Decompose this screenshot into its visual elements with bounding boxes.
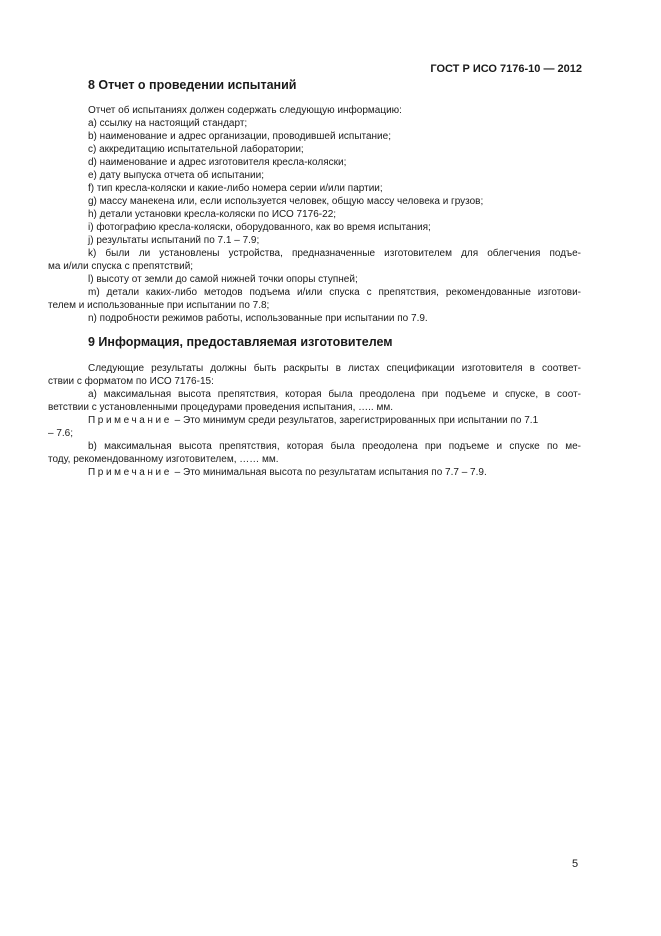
section-9-title: 9 Информация, предоставляемая изготовителем [88, 335, 393, 349]
list-item: h) детали установки кресла-коляски по ИСО 7176-22; [88, 209, 337, 220]
list-item: g) массу манекена или, если используется человек, общую массу человека и грузов; [88, 196, 484, 207]
list-item-m-line2: телем и использованные при испытании по 7.8; [48, 300, 270, 311]
item-b-line1: b) максимальная высота препятствия, которая была преодолена при подъеме и спуске по ме- [88, 441, 581, 452]
list-item: d) наименование и адрес изготовителя кресла-коляски; [88, 157, 347, 168]
item-a-line1: a) максимальная высота препятствия, которая была преодолена при подъеме и спуске, в соот- [88, 389, 581, 400]
list-item: j) результаты испытаний по 7.1 – 7.9; [88, 235, 260, 246]
list-item-k-line2: ма и/или спуска с препятствий; [48, 261, 194, 272]
list-item: l) высоту от земли до самой нижней точки опоры ступней; [88, 274, 358, 285]
note-text: – Это минимум среди результатов, зарегистрированных при испытании по 7.1 [171, 415, 539, 426]
note-1-line2: – 7.6; [48, 428, 74, 439]
list-item: a) ссылку на настоящий стандарт; [88, 118, 248, 129]
list-item-k-line1: k) были ли установлены устройства, предназначенные изготовителем для облегчения подъе- [88, 248, 581, 259]
list-item: e) дату выпуска отчета об испытании; [88, 170, 264, 181]
item-a-line2: ветствии с установленными процедурами проведения испытания, ….. мм. [48, 402, 393, 413]
note-text: – Это минимальная высота по результатам испытания по 7.7 – 7.9. [171, 467, 487, 478]
note-2 [88, 466, 487, 479]
item-b-line2: тоду, рекомендованному изготовителем, …… мм. [48, 454, 279, 465]
section-8-title: 8 Отчет о проведении испытаний [88, 78, 297, 92]
note-label: Примечание [88, 415, 172, 426]
list-item: c) аккредитацию испытательной лаборатории; [88, 144, 304, 155]
list-item-m-line1: m) детали каких-либо методов подъема и/или спуска с препятствия, рекомендованные изготови- [88, 287, 581, 298]
list-item: f) тип кресла-коляски и какие-либо номера серии и/или партии; [88, 183, 383, 194]
list-item: n) подробности режимов работы, использованные при испытании по 7.9. [88, 313, 428, 324]
document-header: ГОСТ Р ИСО 7176-10 — 2012 [430, 63, 582, 75]
list-item: i) фотографию кресла-коляски, оборудованного, как во время испытания; [88, 222, 431, 233]
note-1 [88, 414, 581, 427]
section-8-intro: Отчет об испытаниях должен содержать следующую информацию: [88, 105, 402, 116]
list-item: b) наименование и адрес организации, проводившей испытание; [88, 131, 391, 142]
section-9-intro-line1: Следующие результаты должны быть раскрыты в листах спецификации изготовителя в соответ- [88, 363, 581, 374]
page-number: 5 [572, 858, 579, 870]
section-9-intro-line2: ствии с форматом по ИСО 7176-15: [48, 376, 214, 387]
note-label: Примечание [88, 467, 172, 478]
